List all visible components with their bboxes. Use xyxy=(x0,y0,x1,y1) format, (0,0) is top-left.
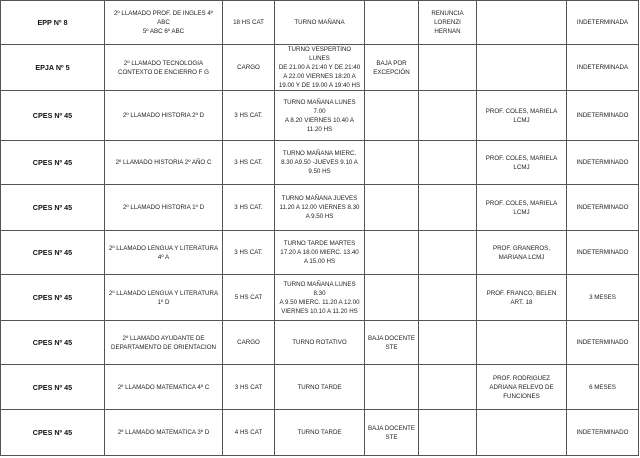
school-cell: CPES Nº 45 xyxy=(1,91,105,141)
table-body xyxy=(1,1,639,456)
reason-cell xyxy=(365,1,419,45)
previous-teacher-cell xyxy=(419,321,477,365)
table-row xyxy=(1,321,639,365)
schedule-cell: TURNO MAÑANA JUEVES 11.20 A 12.00 VIERNES 8.30 A 9.50 HS xyxy=(275,185,365,231)
hours-cell: 4 HS CAT xyxy=(223,410,275,456)
duration-cell: INDETERMINADO xyxy=(567,91,639,141)
schedule-cell: TURNO MAÑANA MIERC. 8.30 A9.50 -JUEVES 9.10 A 9.50 HS xyxy=(275,141,365,185)
table-row xyxy=(1,91,639,141)
schedule-cell: TURNO ROTATIVO xyxy=(275,321,365,365)
schedule-cell: TURNO MAÑANA LUNES 8.30 A 9.50 MIERC. 11.20 A 12.00 VIERNES 10.10 A 11.20 HS xyxy=(275,275,365,321)
school-cell: CPES Nº 45 xyxy=(1,275,105,321)
school-cell: EPP Nº 8 xyxy=(1,1,105,45)
hours-cell: 3 HS CAT. xyxy=(223,231,275,275)
replacement-info-cell: PROF. COLES, MARIELA LCMJ xyxy=(477,185,567,231)
replacement-info-cell: PROF. COLES, MARIELA LCMJ xyxy=(477,91,567,141)
previous-teacher-cell xyxy=(419,141,477,185)
previous-teacher-cell xyxy=(419,410,477,456)
call-cell: 2º LLAMADO LENGUA Y LITERATURA 1º D xyxy=(105,275,223,321)
call-cell: 2º LLAMADO LENGUA Y LITERATURA 4º A xyxy=(105,231,223,275)
school-cell: CPES Nº 45 xyxy=(1,410,105,456)
schedule-cell: TURNO TARDE MARTES 17.20 A 18.00 MIERC. 13.40 A 15.00 HS xyxy=(275,231,365,275)
reason-cell: BAJA DOCENTE STE xyxy=(365,321,419,365)
table-row xyxy=(1,410,639,456)
previous-teacher-cell: RENUNCIA LORENZI HERNAN xyxy=(419,1,477,45)
replacement-info-cell: PROF. COLES, MARIELA LCMJ xyxy=(477,141,567,185)
duration-cell: INDETERMINADA xyxy=(567,45,639,91)
reason-cell xyxy=(365,185,419,231)
schedule-cell: TURNO MAÑANA xyxy=(275,1,365,45)
hours-cell: CARGO xyxy=(223,45,275,91)
duration-cell: INDETERMINADO xyxy=(567,185,639,231)
previous-teacher-cell xyxy=(419,365,477,410)
call-cell: 2º LLAMADO HISTORIA 1º D xyxy=(105,185,223,231)
schedule-cell: TURNO MAÑANA LUNES 7.00 A 8.20 VIERNES 10.40 A 11.20 HS xyxy=(275,91,365,141)
reason-cell xyxy=(365,141,419,185)
replacement-info-cell xyxy=(477,410,567,456)
replacement-info-cell xyxy=(477,1,567,45)
table-row xyxy=(1,275,639,321)
school-cell: EPJA Nº 5 xyxy=(1,45,105,91)
call-cell: 2º LLAMADO TECNOLOGIA CONTEXTO DE ENCIERRO F G xyxy=(105,45,223,91)
previous-teacher-cell xyxy=(419,45,477,91)
call-cell: 2º LLAMADO MATEMATICA 3º D xyxy=(105,410,223,456)
school-cell: CPES Nº 45 xyxy=(1,231,105,275)
schedule-cell: TURNO VESPERTINO LUNES DE 21.00 A 21:40 Y DE 21:40 A 22.00 VIERNES 18:20 A 19.00 Y DE 19.00 A 19:40 HS xyxy=(275,45,365,91)
previous-teacher-cell xyxy=(419,91,477,141)
hours-cell: 5 HS CAT xyxy=(223,275,275,321)
reason-cell xyxy=(365,91,419,141)
call-cell: 2º LLAMADO AYUDANTE DE DEPARTAMENTO DE ORIENTACION xyxy=(105,321,223,365)
reason-cell: BAJA POR EXCEPCIÓN xyxy=(365,45,419,91)
table-row xyxy=(1,45,639,91)
duration-cell: 3 MESES xyxy=(567,275,639,321)
hours-cell: 3 HS CAT. xyxy=(223,185,275,231)
duration-cell: INDETERMINADA xyxy=(567,1,639,45)
replacement-info-cell: PROF. FRANCO, BELEN ART. 18 xyxy=(477,275,567,321)
replacement-info-cell xyxy=(477,321,567,365)
reason-cell xyxy=(365,231,419,275)
call-cell: 2º LLAMADO PROF. DE INGLES 4º ABC 5º ABC 6º ABC xyxy=(105,1,223,45)
hours-cell: 3 HS CAT. xyxy=(223,91,275,141)
replacement-info-cell: PROF. GRANEROS, MARIANA LCMJ xyxy=(477,231,567,275)
school-cell: CPES Nº 45 xyxy=(1,321,105,365)
schedule-cell: TURNO TARDE xyxy=(275,365,365,410)
schedule-cell: TURNO TARDE xyxy=(275,410,365,456)
previous-teacher-cell xyxy=(419,231,477,275)
reason-cell: BAJA DOCENTE STE xyxy=(365,410,419,456)
call-cell: 2º LLAMADO HISTORIA 2º AÑO C xyxy=(105,141,223,185)
replacement-info-cell: PROF. RODRIGUEZ ADRIANA RELEVO DE FUNCIONES xyxy=(477,365,567,410)
duration-cell: INDETERMINADO xyxy=(567,321,639,365)
reason-cell xyxy=(365,365,419,410)
duration-cell: 6 MESES xyxy=(567,365,639,410)
replacement-info-cell xyxy=(477,45,567,91)
school-cell: CPES Nº 45 xyxy=(1,141,105,185)
table-row xyxy=(1,365,639,410)
duration-cell: INDETERMINADO xyxy=(567,410,639,456)
call-cell: 2º LLAMADO HISTORIA 2º D xyxy=(105,91,223,141)
hours-cell: 3 HS CAT xyxy=(223,365,275,410)
school-cell: CPES Nº 45 xyxy=(1,185,105,231)
call-cell: 2º LLAMADO MATEMATICA 4º C xyxy=(105,365,223,410)
duration-cell: INDETERMINADO xyxy=(567,141,639,185)
table-row xyxy=(1,1,639,45)
duration-cell: INDETERMINADO xyxy=(567,231,639,275)
previous-teacher-cell xyxy=(419,185,477,231)
school-cell: CPES Nº 45 xyxy=(1,365,105,410)
table-row xyxy=(1,141,639,185)
table-row xyxy=(1,231,639,275)
hours-cell: CARGO xyxy=(223,321,275,365)
previous-teacher-cell xyxy=(419,275,477,321)
table-row xyxy=(1,185,639,231)
hours-cell: 3 HS CAT. xyxy=(223,141,275,185)
reason-cell xyxy=(365,275,419,321)
hours-cell: 18 HS CAT xyxy=(223,1,275,45)
